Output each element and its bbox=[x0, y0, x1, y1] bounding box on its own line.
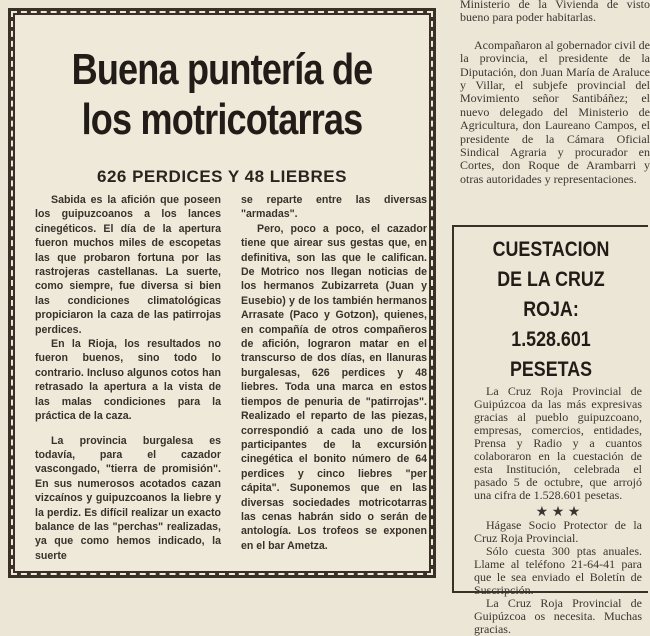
title-line: DE LA CRUZ ROJA: bbox=[497, 268, 605, 321]
subheadline: 626 PERDICES Y 48 LIEBRES bbox=[97, 167, 347, 186]
paragraph: Pero, poco a poco, el cazador tiene que airear sus gestas que, en definitiva, son las que le califican. De Motrico nos llegan noticias de los hermanos Zubizarreta (Juan y Eusebio) y de los también hermanos Arrasate (Paco y Gotzon), quienes, en compañía de otros compañeros de afición, lograron matar en el transcurso de dos días, en llanuras burgalesas, 626 perdices y 48 liebres. Toda una marca en estos tiempos de penuria de "patirrojas". Realizado el reparto de las piezas, correspondió a cada uno de los participantes de la excursión cinegética el bonito número de 64 perdices y cinco liebres "per cápita". Suponemos que en las diversas sociedades motricotarras las cenas habrán sido o serán de antología. Los trofeos se exponen en el bar Ametza. bbox=[241, 222, 427, 552]
stars-divider: ★ ★ ★ bbox=[535, 505, 581, 520]
title-line: 1.528.601 PESETAS bbox=[510, 328, 592, 381]
paragraph: En la Rioja, los resultados no fueron buenos, sino todo lo contrario. Incluso algunos cotos han retrasado la apertura a la vista de las malas condiciones para la práctica de la caza. bbox=[35, 338, 221, 423]
cruz-roja-notice bbox=[452, 225, 648, 636]
title-line: CUESTACION bbox=[492, 238, 610, 261]
paragraph: Hágase Socio Protector de la Cruz Roja Provincial. bbox=[474, 518, 642, 545]
headline bbox=[52, 45, 391, 145]
paragraph: La Cruz Roja Provincial de Guipúzcoa da las más expresivas gracias al pueblo guipuzcoano, empresas, comercios, entidades, Prensa y Radio y a cuantos colaboraron en la cuestación de esta Institución, celebrada el pasado 5 de octubre, que arrojó una cifra de 1.528.601 pesetas. bbox=[474, 384, 642, 502]
paragraph: La Cruz Roja Provincial de Guipúzcoa os necesita. Muchas gracias. bbox=[474, 596, 642, 636]
paragraph: se reparte entre las diversas "armadas". bbox=[241, 194, 427, 221]
headline-line: Buena puntería de bbox=[71, 45, 373, 94]
notice-body bbox=[454, 385, 648, 636]
headline-line: los motricotarras bbox=[81, 95, 363, 144]
paragraph: Ministerio de la Vivienda de visto bueno para poder habitarlas. bbox=[460, 0, 650, 25]
article-box bbox=[8, 8, 436, 578]
paragraph: Sólo cuesta 300 ptas anuales. Llame al teléfono 21-64-41 para que le sea enviado el Boletín de Suscripción. bbox=[474, 544, 642, 597]
paragraph: Acompañaron al gobernador civil de la provincia, el presidente de la Diputación, don Juan María de Araluce y Villar, el subjefe provincial del Movimiento señor Santibáñez; el nuevo delegado del Ministerio de Agricultura, don Laureano Campos, el presidente de la Cámara Oficial Sindical Agraria y procurador en Cortes, don Roque de Arambarri y otras autoridades y representaciones. bbox=[460, 37, 650, 186]
adjacent-article-fragment bbox=[460, 0, 650, 200]
article-column-2 bbox=[241, 193, 427, 553]
paragraph: Sabida es la afición que poseen los guipuzcoanos a los lances cinegéticos. El día de la apertura fueron muchos miles de escopetas las que probaron fortuna por las rastrojeras castellanas. La suerte, como siempre, fue diversa si bien las condiciones climatológicas propiciaron la caza de las patirrojas perdices. bbox=[35, 194, 221, 336]
article-column-1 bbox=[35, 193, 221, 563]
paragraph: La provincia burgalesa es todavía, para el cazador vascongado, "tierra de promisión". En sus numerosos acotados cazan vizcaínos y guipuzcoanos la liebre y la perdiz. Es difícil realizar un exacto balance de las "perchas" realizadas, ya que como hemos indicado, la suerte bbox=[35, 434, 221, 562]
notice-title bbox=[469, 235, 634, 385]
